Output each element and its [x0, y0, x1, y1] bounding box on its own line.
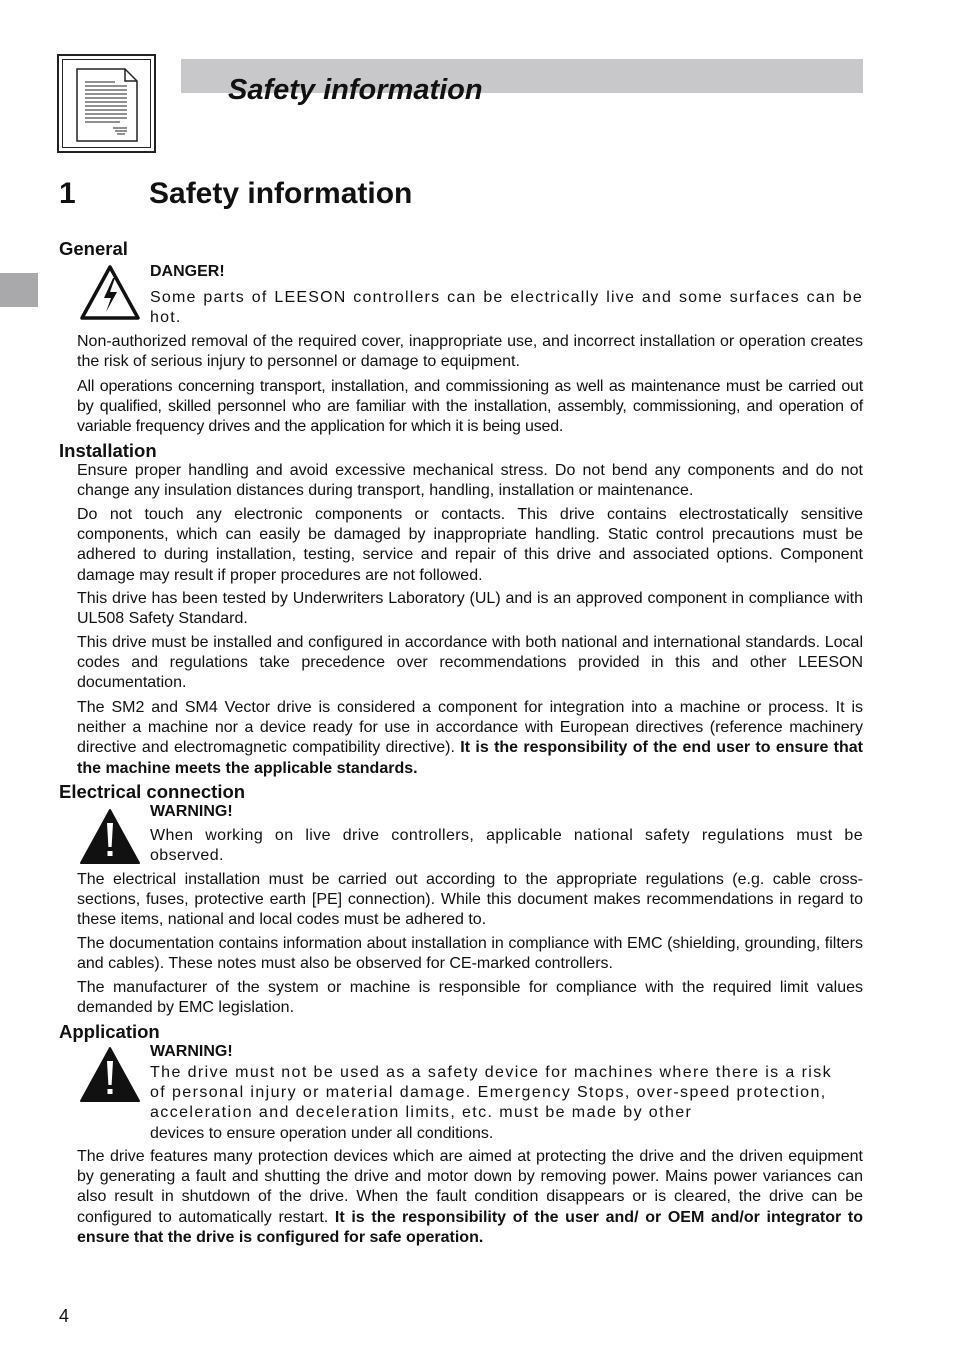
- electrical-hazard-icon: [79, 264, 141, 321]
- installation-paragraph-5: [77, 698, 863, 779]
- section-title: Safety information: [149, 177, 413, 210]
- heading-general: General: [59, 238, 128, 259]
- chapter-tab-marker: [0, 273, 38, 307]
- application-paragraph-1-normal: The drive features many protection devices which are aimed at protecting the drive and the driven equipment by generating a fault and shutting the drive and motor down by removing power. Mains power variances can also result in shutdown of the drive. When the fault condition disappears or is cleared, the drive can be configured to automatically restart.: [77, 1148, 863, 1226]
- warning-icon: [79, 808, 141, 865]
- electrical-warning-text: When working on live drive controllers, applicable national safety regulations must be observed.: [150, 827, 863, 865]
- application-warning-text-tail: devices to ensure operation under all conditions.: [150, 1125, 494, 1142]
- warning-icon: [79, 1046, 141, 1103]
- installation-paragraph-5-normal: The SM2 and SM4 Vector drive is considered a component for integration into a machine or process. It is neither a machine nor a device ready for use in accordance with European directives (reference machinery directive and electromagnetic compatibility directive).: [77, 699, 863, 757]
- electrical-paragraph-2: The documentation contains information about installation in compliance with EMC (shielding, grounding, filters and cables). These notes must also be observed for CE-marked controllers.: [77, 935, 863, 973]
- installation-paragraph-5-bold: It is the responsibility of the end user to ensure that the machine meets the applicable standards.: [77, 739, 864, 777]
- section-number: 1: [59, 177, 76, 210]
- installation-paragraph-4: This drive must be installed and configured in accordance with both national and international standards. Local codes and regulations take precedence over recommendations provided in this and other LEESON documentation.: [77, 634, 863, 692]
- electrical-paragraph-1: The electrical installation must be carried out according to the appropriate regulations (e.g. cable cross-sections, fuses, protective earth [PE] connection). While this document makes recommendations in regard to these items, national and local codes must be adhered to.: [77, 871, 863, 929]
- heading-electrical-connection: Electrical connection: [59, 781, 246, 802]
- general-paragraph-2: All operations concerning transport, installation, and commissioning as well as maintenance must be carried out by qualified, skilled personnel who are familiar with the installation, assembly, commissioning, and operation of variable frequency drives and the application for which it is being used.: [77, 378, 863, 436]
- installation-paragraph-2: Do not touch any electronic components or contacts. This drive contains electrostatically sensitive components, which can easily be damaged by inappropriate handling. Static control precautions must be adhered to during installation, testing, service and repair of this drive and associated options. Component damage may result if proper procedures are not followed.: [77, 506, 863, 584]
- header-title: Safety information: [228, 74, 483, 106]
- application-paragraph-1: [77, 1147, 863, 1248]
- page-number: 4: [59, 1306, 70, 1326]
- installation-paragraph-1: Ensure proper handling and avoid excessive mechanical stress. Do not bend any components and do not change any insulation distances during transport, handling, installation or maintenance.: [77, 462, 863, 500]
- heading-installation: Installation: [59, 440, 157, 461]
- general-paragraph-1: Non-authorized removal of the required cover, inappropriate use, and incorrect installation or operation creates the risk of serious injury to personnel or damage to equipment.: [77, 333, 863, 371]
- application-paragraph-1-bold: It is the responsibility of the user and/ or OEM and/or integrator to ensure that the drive is configured for safe operation.: [77, 1208, 863, 1246]
- application-warning-text: The drive must not be used as a safety device for machines where there is a risk of personal injury or material damage. Emergency Stops, over-speed protection, acceleration and deceleration limits, etc. must be made by other: [150, 1064, 833, 1122]
- electrical-paragraph-3: The manufacturer of the system or machine is responsible for compliance with the required limit values demanded by EMC legislation.: [77, 979, 863, 1017]
- document-icon-frame: [57, 54, 156, 153]
- application-warning-label: WARNING!: [150, 1043, 233, 1060]
- heading-application: Application: [59, 1021, 160, 1042]
- electrical-warning-label: WARNING!: [150, 803, 233, 820]
- installation-paragraph-3: This drive has been tested by Underwriters Laboratory (UL) and is an approved component in compliance with UL508 Safety Standard.: [77, 590, 863, 628]
- danger-text: Some parts of LEESON controllers can be electrically live and some surfaces can be hot.: [150, 289, 863, 327]
- danger-label: DANGER!: [150, 263, 225, 280]
- document-icon: [75, 68, 139, 142]
